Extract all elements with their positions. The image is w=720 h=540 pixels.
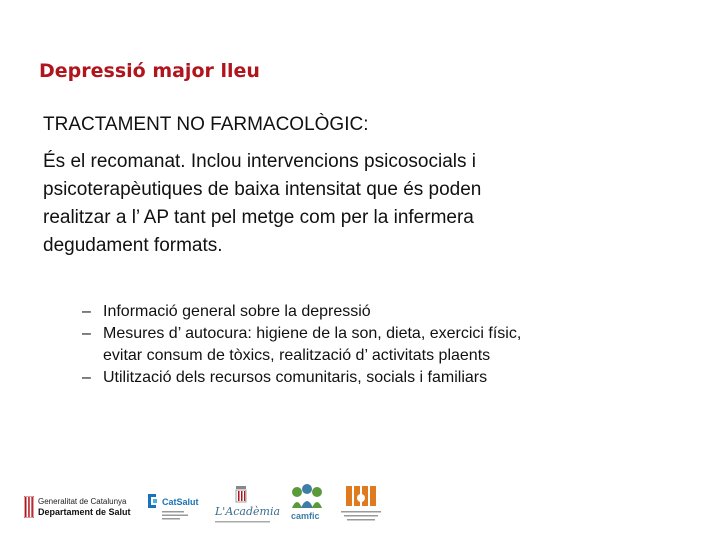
section-heading [43,112,369,138]
society-logo [338,484,384,526]
camfic-logo [286,484,330,528]
heading-colon: : [363,114,369,135]
paragraph-line: degudament formats. [43,235,223,256]
bullet-dash: – [82,303,91,320]
generalitat-name: Generalitat de Catalunya [38,497,127,506]
generalitat-flag-icon [24,496,34,518]
bullet-dash: – [82,369,91,386]
academia-logo [212,483,281,528]
camfic-name: camfic [291,511,320,521]
bullet-dash: – [82,325,91,342]
bullet-text: Utilització dels recursos comunitaris, socials i familiars [103,369,488,386]
catsalut-logo [145,490,215,526]
bullet-text-continued: evitar consum de tòxics, realització d’ activitats plaents [103,347,491,364]
department-name: Departament de Salut [38,507,131,517]
bullet-text: Informació general sobre la depressió [103,303,371,320]
academia-name: L'Acadèmia [215,505,281,518]
bullet-text: Mesures d’ autocura: higiene de la son, dieta, exercici físic, [103,325,522,342]
catsalut-name: CatSalut [162,497,199,507]
logo-footer [0,478,720,534]
catsalut-symbol-icon [145,493,159,509]
bullet-item [82,323,682,367]
camfic-people-icon [290,484,324,510]
bullet-item [82,301,682,323]
bullet-list [82,301,682,389]
intro-paragraph [43,148,643,260]
generalitat-logo [24,494,144,522]
academia-subtitle-icon [215,520,270,524]
catsalut-subtitle-icon [162,510,190,520]
paragraph-line: realitzar a l’ AP tant pel metge com per la infermera [43,207,474,228]
paragraph-line: psicoterapèutiques de baixa intensitat que és poden [43,179,482,200]
society-emblem-icon [338,484,384,526]
paragraph-line: És el recomanat. Inclou intervencions psicosocials i [43,151,476,172]
heading-text: TRACTAMENT NO FARMACOLÒGIC [43,114,364,135]
bullet-item [82,367,682,389]
academia-emblem-icon [234,485,248,503]
slide-title: Depressió major lleu [39,60,260,82]
